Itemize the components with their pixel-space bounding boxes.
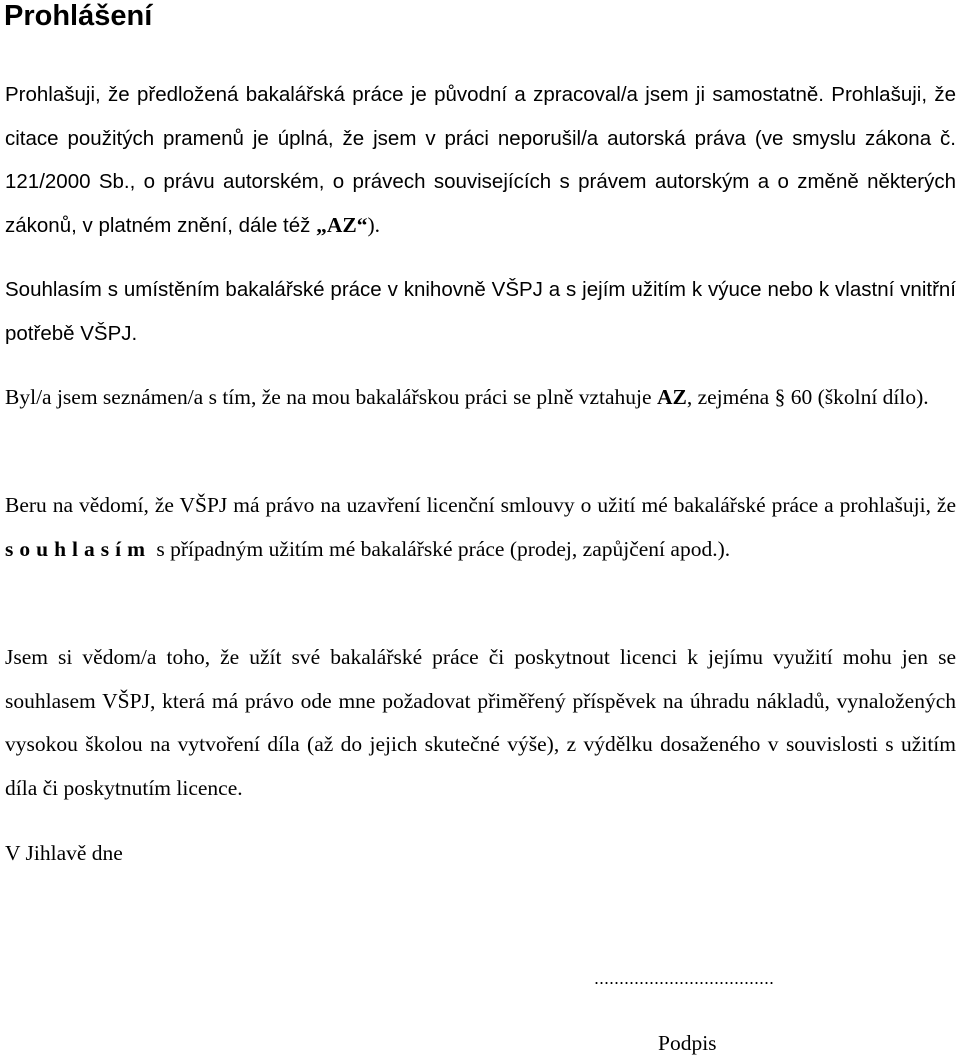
library-consent-paragraph: Souhlasím s umístěním bakalářské práce v knihovně VŠPJ a s jejím užitím k výuce nebo k vlastní vnitřní potřebě VŠPJ. <box>5 278 956 345</box>
closing-parenthesis: ). <box>367 212 381 237</box>
licence-agreement-paragraph <box>5 484 956 571</box>
licence-usage-text: s případným užitím mé bakalářské práce (prodej, zapůjčení apod.). <box>151 536 731 561</box>
school-work-text: , zejména § 60 (školní dílo). <box>686 385 929 409</box>
originality-paragraph <box>5 73 956 247</box>
az-applicability-text: Byl/a jsem seznámen/a s tím, že na mou bakalářskou práci se plně vztahuje <box>5 385 657 409</box>
copyright-act-text: , o právu autorském, o právech souvisejících s právem autorským a o změně některých zákonů, v platném znění, dále též <box>5 170 956 237</box>
signature-label: Podpis <box>658 1031 717 1055</box>
az-abbreviation-bold: AZ <box>656 385 687 409</box>
signature-line: .................................... <box>594 968 775 988</box>
az-applicability-paragraph <box>5 376 956 420</box>
licence-conditions-paragraph: Jsem si vědom/a toho, že užít své bakalářské práce či poskytnout licenci k jejímu využití mohu jen se souhlasem VŠPJ, která má právo ode mne požadovat přiměřený příspěvek na úhradu nákladů, vynaložených vysokou školou na vytvoření díla (až do jejich skutečné výše), z výdělku dosaženého v souvislosti s užitím díla či poskytnutím licence. <box>5 645 956 800</box>
az-abbreviation: „AZ“ <box>316 212 368 237</box>
consent-emphasis: souhlasím <box>5 536 152 561</box>
place-date-label: V Jihlavě dne <box>5 841 123 865</box>
licence-agreement-text: Beru na vědomí, že VŠPJ má právo na uzavření licenční smlouvy o užití mé bakalářské práce a prohlašuji, že <box>5 493 956 517</box>
originality-text: Prohlašuji, že předložená bakalářská práce je původní a zpracoval/a jsem ji samostatně. Prohlašuji, že citace použitých pramenů je úplná, že jsem v práci neporušil/a autorská práva (ve smyslu zákona č. 121/2000 Sb. <box>5 83 956 193</box>
page-title: Prohlášení <box>4 0 153 32</box>
